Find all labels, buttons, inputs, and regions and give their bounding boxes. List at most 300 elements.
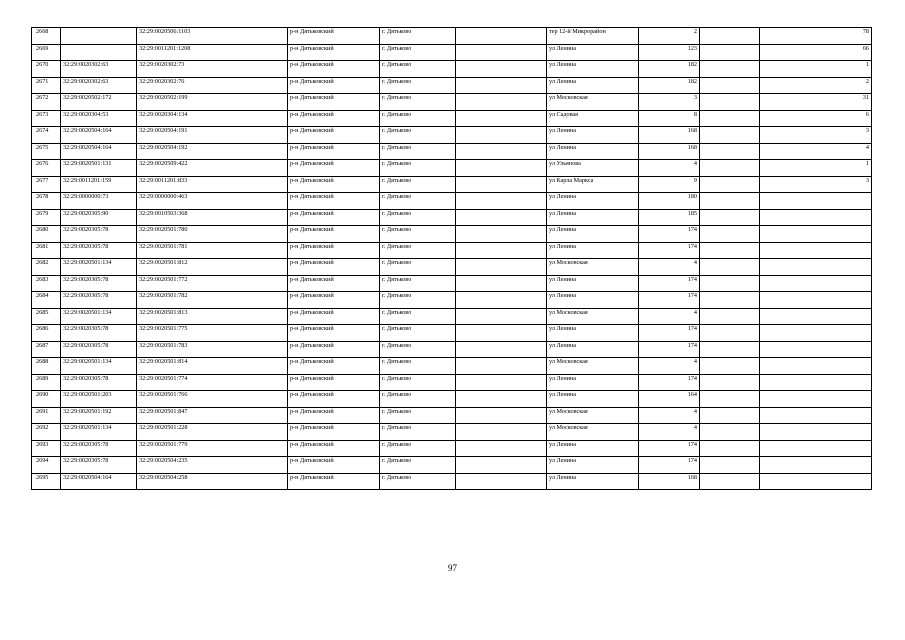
apartment-number-cell: 4 bbox=[760, 143, 872, 160]
house-number-cell: 8 bbox=[639, 110, 700, 127]
street-cell: ул Ленина bbox=[547, 440, 639, 457]
district-cell: р-н Дятьковский bbox=[288, 127, 380, 144]
empty-cell bbox=[456, 391, 547, 408]
empty-cell bbox=[456, 374, 547, 391]
empty-cell bbox=[700, 44, 760, 61]
parent-cadastral-number-cell: 32:29:0020501:192 bbox=[61, 407, 137, 424]
empty-cell bbox=[700, 440, 760, 457]
cadastral-number-cell: 32:29:0020504:191 bbox=[137, 127, 288, 144]
city-cell: г. Дятьково bbox=[380, 226, 456, 243]
apartment-number-cell bbox=[760, 226, 872, 243]
district-cell: р-н Дятьковский bbox=[288, 28, 380, 45]
table-row bbox=[32, 325, 872, 342]
city-cell: г. Дятьково bbox=[380, 407, 456, 424]
empty-cell bbox=[456, 473, 547, 490]
house-number-cell: 123 bbox=[639, 44, 700, 61]
empty-cell bbox=[456, 407, 547, 424]
parent-cadastral-number-cell: 32:29:0020504:164 bbox=[61, 127, 137, 144]
empty-cell bbox=[700, 160, 760, 177]
property-table bbox=[31, 27, 872, 490]
street-cell: ул Ленина bbox=[547, 127, 639, 144]
house-number-cell: 4 bbox=[639, 407, 700, 424]
apartment-number-cell: 31 bbox=[760, 94, 872, 111]
city-cell: г. Дятьково bbox=[380, 341, 456, 358]
empty-cell bbox=[700, 473, 760, 490]
city-cell: г. Дятьково bbox=[380, 94, 456, 111]
parent-cadastral-number-cell: 32:29:0020305:78 bbox=[61, 325, 137, 342]
city-cell: г. Дятьково bbox=[380, 110, 456, 127]
row-number-cell: 2676 bbox=[32, 160, 61, 177]
district-cell: р-н Дятьковский bbox=[288, 325, 380, 342]
apartment-number-cell bbox=[760, 473, 872, 490]
empty-cell bbox=[456, 325, 547, 342]
parent-cadastral-number-cell: 32:29:0020504:164 bbox=[61, 143, 137, 160]
table-row bbox=[32, 440, 872, 457]
house-number-cell: 174 bbox=[639, 440, 700, 457]
district-cell: р-н Дятьковский bbox=[288, 176, 380, 193]
street-cell: ул Московская bbox=[547, 358, 639, 375]
street-cell: ул Ленина bbox=[547, 325, 639, 342]
row-number-cell: 2686 bbox=[32, 325, 61, 342]
district-cell: р-н Дятьковский bbox=[288, 193, 380, 210]
cadastral-number-cell: 32:29:0010503:368 bbox=[137, 209, 288, 226]
table-row bbox=[32, 242, 872, 259]
apartment-number-cell bbox=[760, 292, 872, 309]
empty-cell bbox=[456, 242, 547, 259]
empty-cell bbox=[700, 325, 760, 342]
empty-cell bbox=[700, 28, 760, 45]
empty-cell bbox=[456, 44, 547, 61]
cadastral-number-cell: 32:29:0011201:833 bbox=[137, 176, 288, 193]
cadastral-number-cell: 32:29:0020504:258 bbox=[137, 473, 288, 490]
city-cell: г. Дятьково bbox=[380, 473, 456, 490]
parent-cadastral-number-cell: 32:29:0020501:134 bbox=[61, 308, 137, 325]
empty-cell bbox=[456, 77, 547, 94]
city-cell: г. Дятьково bbox=[380, 440, 456, 457]
district-cell: р-н Дятьковский bbox=[288, 457, 380, 474]
district-cell: р-н Дятьковский bbox=[288, 275, 380, 292]
empty-cell bbox=[700, 341, 760, 358]
parent-cadastral-number-cell bbox=[61, 44, 137, 61]
empty-cell bbox=[456, 160, 547, 177]
row-number-cell: 2673 bbox=[32, 110, 61, 127]
empty-cell bbox=[700, 226, 760, 243]
empty-cell bbox=[456, 226, 547, 243]
street-cell: тер 12-й Микрорайон bbox=[547, 28, 639, 45]
page-number: 97 bbox=[448, 563, 457, 573]
house-number-cell: 4 bbox=[639, 358, 700, 375]
apartment-number-cell bbox=[760, 193, 872, 210]
house-number-cell: 185 bbox=[639, 209, 700, 226]
apartment-number-cell bbox=[760, 407, 872, 424]
street-cell: ул Ленина bbox=[547, 193, 639, 210]
parent-cadastral-number-cell: 32:29:0020501:134 bbox=[61, 358, 137, 375]
parent-cadastral-number-cell: 32:29:0020305:90 bbox=[61, 209, 137, 226]
city-cell: г. Дятьково bbox=[380, 77, 456, 94]
city-cell: г. Дятьково bbox=[380, 457, 456, 474]
row-number-cell: 2674 bbox=[32, 127, 61, 144]
empty-cell bbox=[456, 127, 547, 144]
house-number-cell: 168 bbox=[639, 473, 700, 490]
empty-cell bbox=[700, 242, 760, 259]
row-number-cell: 2693 bbox=[32, 440, 61, 457]
city-cell: г. Дятьково bbox=[380, 259, 456, 276]
empty-cell bbox=[456, 292, 547, 309]
cadastral-number-cell: 32:29:0020501:781 bbox=[137, 242, 288, 259]
apartment-number-cell bbox=[760, 391, 872, 408]
empty-cell bbox=[456, 457, 547, 474]
cadastral-number-cell: 32:29:0020501:766 bbox=[137, 391, 288, 408]
house-number-cell: 168 bbox=[639, 143, 700, 160]
street-cell: ул Ульянова bbox=[547, 160, 639, 177]
apartment-number-cell: 3 bbox=[760, 176, 872, 193]
apartment-number-cell: 78 bbox=[760, 28, 872, 45]
parent-cadastral-number-cell: 32:29:0020302:63 bbox=[61, 77, 137, 94]
street-cell: ул Ленина bbox=[547, 275, 639, 292]
row-number-cell: 2677 bbox=[32, 176, 61, 193]
apartment-number-cell bbox=[760, 424, 872, 441]
district-cell: р-н Дятьковский bbox=[288, 341, 380, 358]
street-cell: ул Ленина bbox=[547, 77, 639, 94]
table-row bbox=[32, 292, 872, 309]
apartment-number-cell: 3 bbox=[760, 127, 872, 144]
parent-cadastral-number-cell: 32:29:0020305:78 bbox=[61, 275, 137, 292]
empty-cell bbox=[456, 110, 547, 127]
apartment-number-cell bbox=[760, 440, 872, 457]
table-row bbox=[32, 77, 872, 94]
table-row bbox=[32, 341, 872, 358]
house-number-cell: 182 bbox=[639, 61, 700, 78]
district-cell: р-н Дятьковский bbox=[288, 61, 380, 78]
cadastral-number-cell: 32:29:0020501:228 bbox=[137, 424, 288, 441]
city-cell: г. Дятьково bbox=[380, 193, 456, 210]
table-row bbox=[32, 473, 872, 490]
row-number-cell: 2668 bbox=[32, 28, 61, 45]
row-number-cell: 2675 bbox=[32, 143, 61, 160]
district-cell: р-н Дятьковский bbox=[288, 226, 380, 243]
street-cell: ул Ленина bbox=[547, 209, 639, 226]
row-number-cell: 2692 bbox=[32, 424, 61, 441]
district-cell: р-н Дятьковский bbox=[288, 209, 380, 226]
district-cell: р-н Дятьковский bbox=[288, 473, 380, 490]
city-cell: г. Дятьково bbox=[380, 325, 456, 342]
cadastral-number-cell: 32:29:0020501:814 bbox=[137, 358, 288, 375]
empty-cell bbox=[700, 94, 760, 111]
street-cell: ул Садовая bbox=[547, 110, 639, 127]
cadastral-number-cell: 32:29:0020509:422 bbox=[137, 160, 288, 177]
row-number-cell: 2682 bbox=[32, 259, 61, 276]
parent-cadastral-number-cell bbox=[61, 28, 137, 45]
empty-cell bbox=[456, 440, 547, 457]
row-number-cell: 2685 bbox=[32, 308, 61, 325]
city-cell: г. Дятьково bbox=[380, 61, 456, 78]
table-row bbox=[32, 209, 872, 226]
table-row bbox=[32, 28, 872, 45]
row-number-cell: 2681 bbox=[32, 242, 61, 259]
cadastral-number-cell: 32:29:0020501:775 bbox=[137, 325, 288, 342]
empty-cell bbox=[456, 28, 547, 45]
city-cell: г. Дятьково bbox=[380, 275, 456, 292]
cadastral-number-cell: 32:29:0020501:783 bbox=[137, 341, 288, 358]
table-row bbox=[32, 275, 872, 292]
cadastral-number-cell: 32:29:0020506:1103 bbox=[137, 28, 288, 45]
cadastral-number-cell: 32:29:0020501:782 bbox=[137, 292, 288, 309]
cadastral-number-cell: 32:29:0011201:1208 bbox=[137, 44, 288, 61]
city-cell: г. Дятьково bbox=[380, 374, 456, 391]
apartment-number-cell: 6 bbox=[760, 110, 872, 127]
city-cell: г. Дятьково bbox=[380, 160, 456, 177]
empty-cell bbox=[700, 308, 760, 325]
apartment-number-cell: 2 bbox=[760, 77, 872, 94]
apartment-number-cell bbox=[760, 358, 872, 375]
street-cell: ул Ленина bbox=[547, 473, 639, 490]
empty-cell bbox=[700, 143, 760, 160]
table-row bbox=[32, 424, 872, 441]
cadastral-number-cell: 32:29:0020501:812 bbox=[137, 259, 288, 276]
empty-cell bbox=[700, 193, 760, 210]
street-cell: ул Ленина bbox=[547, 391, 639, 408]
row-number-cell: 2671 bbox=[32, 77, 61, 94]
empty-cell bbox=[456, 193, 547, 210]
street-cell: ул Московская bbox=[547, 308, 639, 325]
cadastral-number-cell: 32:29:0020501:780 bbox=[137, 226, 288, 243]
empty-cell bbox=[456, 259, 547, 276]
house-number-cell: 174 bbox=[639, 226, 700, 243]
row-number-cell: 2678 bbox=[32, 193, 61, 210]
district-cell: р-н Дятьковский bbox=[288, 391, 380, 408]
cadastral-number-cell: 32:29:0020302:73 bbox=[137, 61, 288, 78]
street-cell: ул Ленина bbox=[547, 457, 639, 474]
house-number-cell: 164 bbox=[639, 391, 700, 408]
parent-cadastral-number-cell: 32:29:0020501:134 bbox=[61, 259, 137, 276]
street-cell: ул Ленина bbox=[547, 292, 639, 309]
empty-cell bbox=[456, 143, 547, 160]
table-row bbox=[32, 44, 872, 61]
district-cell: р-н Дятьковский bbox=[288, 292, 380, 309]
city-cell: г. Дятьково bbox=[380, 391, 456, 408]
house-number-cell: 4 bbox=[639, 259, 700, 276]
row-number-cell: 2683 bbox=[32, 275, 61, 292]
street-cell: ул Карла Маркса bbox=[547, 176, 639, 193]
table-row bbox=[32, 193, 872, 210]
empty-cell bbox=[700, 275, 760, 292]
empty-cell bbox=[700, 407, 760, 424]
table-row bbox=[32, 110, 872, 127]
cadastral-number-cell: 32:29:0020504:235 bbox=[137, 457, 288, 474]
apartment-number-cell bbox=[760, 242, 872, 259]
table-row bbox=[32, 358, 872, 375]
house-number-cell: 168 bbox=[639, 127, 700, 144]
row-number-cell: 2694 bbox=[32, 457, 61, 474]
district-cell: р-н Дятьковский bbox=[288, 424, 380, 441]
district-cell: р-н Дятьковский bbox=[288, 374, 380, 391]
table-row bbox=[32, 391, 872, 408]
row-number-cell: 2670 bbox=[32, 61, 61, 78]
city-cell: г. Дятьково bbox=[380, 127, 456, 144]
district-cell: р-н Дятьковский bbox=[288, 143, 380, 160]
apartment-number-cell bbox=[760, 341, 872, 358]
parent-cadastral-number-cell: 32:29:0020305:78 bbox=[61, 292, 137, 309]
parent-cadastral-number-cell: 32:29:0020305:78 bbox=[61, 242, 137, 259]
street-cell: ул Ленина bbox=[547, 44, 639, 61]
house-number-cell: 174 bbox=[639, 457, 700, 474]
empty-cell bbox=[456, 308, 547, 325]
row-number-cell: 2695 bbox=[32, 473, 61, 490]
row-number-cell: 2672 bbox=[32, 94, 61, 111]
house-number-cell: 174 bbox=[639, 275, 700, 292]
cadastral-number-cell: 32:29:0020504:192 bbox=[137, 143, 288, 160]
table-row bbox=[32, 176, 872, 193]
cadastral-number-cell: 32:29:0020502:199 bbox=[137, 94, 288, 111]
table-row bbox=[32, 94, 872, 111]
empty-cell bbox=[456, 209, 547, 226]
parent-cadastral-number-cell: 32:29:0020501:203 bbox=[61, 391, 137, 408]
street-cell: ул Московская bbox=[547, 424, 639, 441]
apartment-number-cell bbox=[760, 325, 872, 342]
city-cell: г. Дятьково bbox=[380, 424, 456, 441]
table-row bbox=[32, 259, 872, 276]
house-number-cell: 174 bbox=[639, 242, 700, 259]
empty-cell bbox=[456, 341, 547, 358]
cadastral-number-cell: 32:29:0020302:76 bbox=[137, 77, 288, 94]
cadastral-number-cell: 32:29:0020501:813 bbox=[137, 308, 288, 325]
cadastral-number-cell: 32:29:0020304:134 bbox=[137, 110, 288, 127]
district-cell: р-н Дятьковский bbox=[288, 242, 380, 259]
street-cell: ул Ленина bbox=[547, 242, 639, 259]
district-cell: р-н Дятьковский bbox=[288, 110, 380, 127]
street-cell: ул Ленина bbox=[547, 61, 639, 78]
house-number-cell: 174 bbox=[639, 292, 700, 309]
empty-cell bbox=[456, 424, 547, 441]
row-number-cell: 2679 bbox=[32, 209, 61, 226]
table-row bbox=[32, 160, 872, 177]
empty-cell bbox=[700, 292, 760, 309]
row-number-cell: 2684 bbox=[32, 292, 61, 309]
row-number-cell: 2687 bbox=[32, 341, 61, 358]
house-number-cell: 174 bbox=[639, 325, 700, 342]
table-row bbox=[32, 457, 872, 474]
table-row bbox=[32, 61, 872, 78]
empty-cell bbox=[700, 374, 760, 391]
empty-cell bbox=[700, 77, 760, 94]
street-cell: ул Ленина bbox=[547, 143, 639, 160]
empty-cell bbox=[700, 110, 760, 127]
parent-cadastral-number-cell: 32:29:0020501:134 bbox=[61, 424, 137, 441]
street-cell: ул Ленина bbox=[547, 226, 639, 243]
cadastral-number-cell: 32:29:0020501:779 bbox=[137, 440, 288, 457]
city-cell: г. Дятьково bbox=[380, 28, 456, 45]
parent-cadastral-number-cell: 32:29:0020305:78 bbox=[61, 457, 137, 474]
table-row bbox=[32, 407, 872, 424]
house-number-cell: 9 bbox=[639, 176, 700, 193]
empty-cell bbox=[456, 358, 547, 375]
table-row bbox=[32, 143, 872, 160]
house-number-cell: 2 bbox=[639, 28, 700, 45]
empty-cell bbox=[700, 209, 760, 226]
house-number-cell: 174 bbox=[639, 374, 700, 391]
district-cell: р-н Дятьковский bbox=[288, 308, 380, 325]
parent-cadastral-number-cell: 32:29:0020305:78 bbox=[61, 440, 137, 457]
apartment-number-cell bbox=[760, 457, 872, 474]
cadastral-number-cell: 32:29:0020501:847 bbox=[137, 407, 288, 424]
parent-cadastral-number-cell: 32:29:0020502:172 bbox=[61, 94, 137, 111]
district-cell: р-н Дятьковский bbox=[288, 358, 380, 375]
apartment-number-cell bbox=[760, 308, 872, 325]
parent-cadastral-number-cell: 32:29:0020304:53 bbox=[61, 110, 137, 127]
empty-cell bbox=[700, 391, 760, 408]
parent-cadastral-number-cell: 32:29:0020501:131 bbox=[61, 160, 137, 177]
city-cell: г. Дятьково bbox=[380, 143, 456, 160]
empty-cell bbox=[700, 457, 760, 474]
parent-cadastral-number-cell: 32:29:0020504:164 bbox=[61, 473, 137, 490]
empty-cell bbox=[700, 127, 760, 144]
table-row bbox=[32, 127, 872, 144]
district-cell: р-н Дятьковский bbox=[288, 259, 380, 276]
empty-cell bbox=[700, 358, 760, 375]
house-number-cell: 4 bbox=[639, 424, 700, 441]
apartment-number-cell: 1 bbox=[760, 160, 872, 177]
city-cell: г. Дятьково bbox=[380, 292, 456, 309]
house-number-cell: 182 bbox=[639, 77, 700, 94]
parent-cadastral-number-cell: 32:29:0020305:78 bbox=[61, 341, 137, 358]
empty-cell bbox=[456, 94, 547, 111]
row-number-cell: 2669 bbox=[32, 44, 61, 61]
cadastral-number-cell: 32:29:0020501:772 bbox=[137, 275, 288, 292]
parent-cadastral-number-cell: 32:29:0020305:78 bbox=[61, 374, 137, 391]
apartment-number-cell bbox=[760, 259, 872, 276]
parent-cadastral-number-cell: 32:29:0000000:73 bbox=[61, 193, 137, 210]
district-cell: р-н Дятьковский bbox=[288, 44, 380, 61]
district-cell: р-н Дятьковский bbox=[288, 160, 380, 177]
empty-cell bbox=[700, 61, 760, 78]
district-cell: р-н Дятьковский bbox=[288, 407, 380, 424]
row-number-cell: 2690 bbox=[32, 391, 61, 408]
district-cell: р-н Дятьковский bbox=[288, 440, 380, 457]
parent-cadastral-number-cell: 32:29:0020302:63 bbox=[61, 61, 137, 78]
row-number-cell: 2691 bbox=[32, 407, 61, 424]
house-number-cell: 3 bbox=[639, 94, 700, 111]
empty-cell bbox=[700, 424, 760, 441]
city-cell: г. Дятьково bbox=[380, 209, 456, 226]
row-number-cell: 2688 bbox=[32, 358, 61, 375]
apartment-number-cell: 1 bbox=[760, 61, 872, 78]
empty-cell bbox=[456, 61, 547, 78]
street-cell: ул Ленина bbox=[547, 341, 639, 358]
city-cell: г. Дятьково bbox=[380, 242, 456, 259]
table-row bbox=[32, 374, 872, 391]
parent-cadastral-number-cell: 32:29:0020305:78 bbox=[61, 226, 137, 243]
row-number-cell: 2680 bbox=[32, 226, 61, 243]
street-cell: ул Московская bbox=[547, 259, 639, 276]
apartment-number-cell bbox=[760, 209, 872, 226]
street-cell: ул Московская bbox=[547, 94, 639, 111]
empty-cell bbox=[700, 259, 760, 276]
apartment-number-cell bbox=[760, 275, 872, 292]
street-cell: ул Ленина bbox=[547, 374, 639, 391]
cadastral-number-cell: 32:29:0000000:463 bbox=[137, 193, 288, 210]
empty-cell bbox=[700, 176, 760, 193]
city-cell: г. Дятьково bbox=[380, 358, 456, 375]
city-cell: г. Дятьково bbox=[380, 176, 456, 193]
district-cell: р-н Дятьковский bbox=[288, 77, 380, 94]
house-number-cell: 180 bbox=[639, 193, 700, 210]
city-cell: г. Дятьково bbox=[380, 44, 456, 61]
empty-cell bbox=[456, 275, 547, 292]
empty-cell bbox=[456, 176, 547, 193]
house-number-cell: 174 bbox=[639, 341, 700, 358]
table-row bbox=[32, 308, 872, 325]
table-body bbox=[32, 28, 872, 490]
